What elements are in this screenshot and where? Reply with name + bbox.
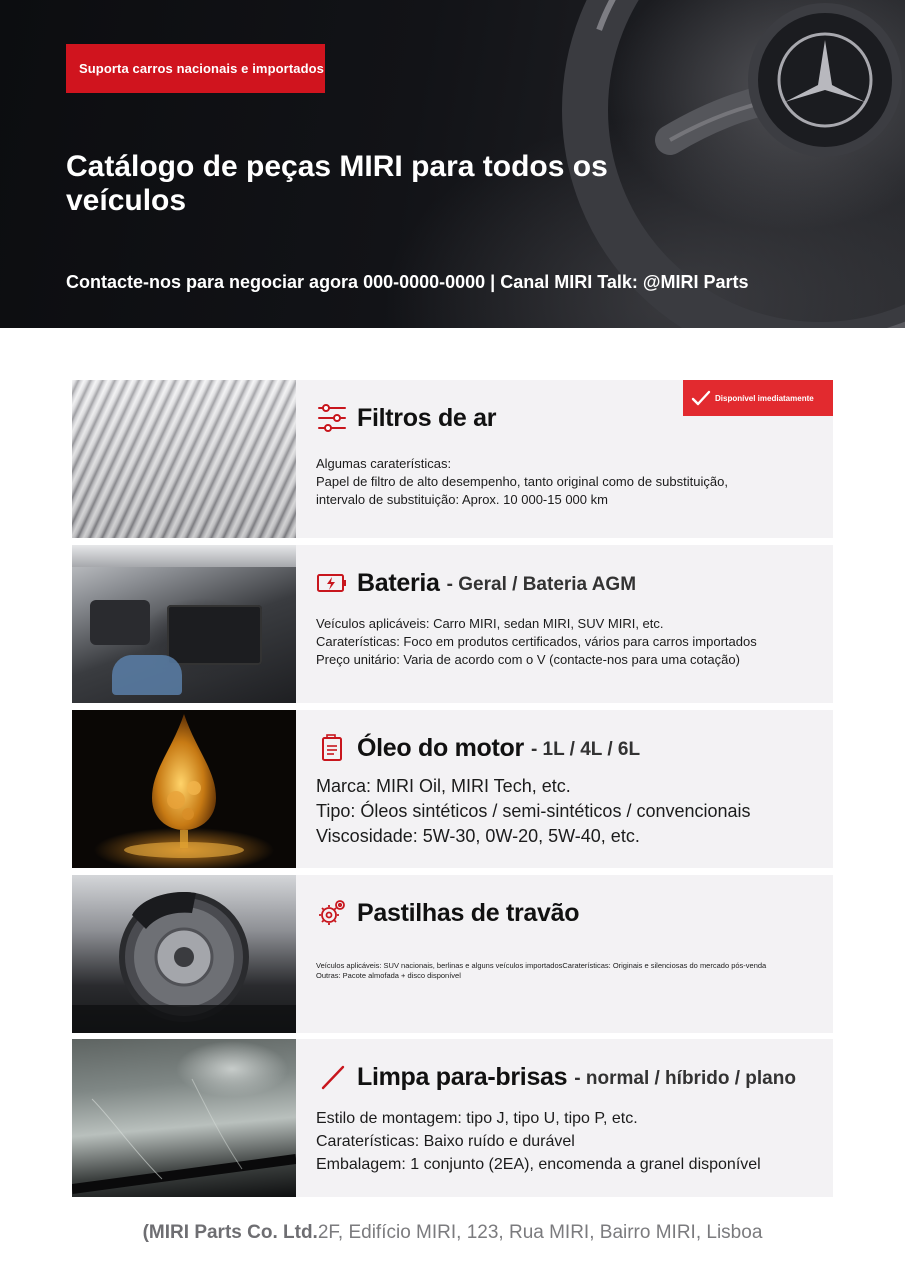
description-line: Marca: MIRI Oil, MIRI Tech, etc. bbox=[316, 776, 571, 796]
battery-body bbox=[296, 545, 833, 703]
air-filter-body bbox=[296, 380, 833, 538]
card-description bbox=[316, 455, 728, 509]
product-card-air-filter bbox=[72, 380, 833, 538]
oil-drop-image bbox=[72, 710, 296, 868]
availability-badge bbox=[683, 380, 833, 416]
product-card-wipers bbox=[72, 1039, 833, 1197]
description-line: Viscosidade: 5W-30, 0W-20, 5W-40, etc. bbox=[316, 826, 640, 846]
card-title: Óleo do motor bbox=[357, 733, 524, 762]
product-card-engine-oil bbox=[72, 710, 833, 868]
card-description bbox=[316, 774, 751, 849]
card-title: Limpa para-brisas bbox=[357, 1062, 568, 1091]
sliders-icon bbox=[316, 402, 348, 434]
company-name: (MIRI Parts Co. Ltd. bbox=[142, 1222, 318, 1243]
support-badge: Suporta carros nacionais e importados bbox=[66, 44, 325, 93]
product-card-battery bbox=[72, 545, 833, 703]
product-card-brake-pads bbox=[72, 875, 833, 1033]
wipers-body bbox=[296, 1039, 833, 1197]
card-description bbox=[316, 1107, 761, 1176]
contact-line: Contacte-nos para negociar agora 000-0000-0000 | Canal MIRI Talk: @MIRI Parts bbox=[66, 272, 749, 292]
brake-gear-icon bbox=[316, 897, 348, 929]
checkmark-icon bbox=[691, 390, 711, 406]
card-title: Pastilhas de travão bbox=[357, 898, 580, 927]
card-subtitle: - normal / híbrido / plano bbox=[574, 1068, 796, 1089]
engine-oil-heading bbox=[316, 732, 640, 764]
windshield-image bbox=[72, 1039, 296, 1197]
brake-disc-image bbox=[72, 875, 296, 1033]
card-title: Bateria bbox=[357, 568, 440, 597]
air-filter-heading bbox=[316, 402, 496, 434]
description-line: Estilo de montagem: tipo J, tipo U, tipo P, etc. bbox=[316, 1110, 638, 1127]
description-line: Caraterísticas: Baixo ruído e durável bbox=[316, 1133, 575, 1150]
battery-icon bbox=[316, 567, 348, 599]
battery-heading bbox=[316, 567, 636, 599]
company-footer bbox=[0, 1222, 905, 1244]
availability-text: Disponível imediatamente bbox=[715, 393, 814, 403]
description-line: Embalagem: 1 conjunto (2EA), encomenda a granel disponível bbox=[316, 1156, 761, 1173]
description-line: intervalo de substituição: Aprox. 10 000-15 000 km bbox=[316, 492, 608, 507]
description-line: Tipo: Óleos sintéticos / semi-sintéticos / convencionais bbox=[316, 801, 751, 821]
card-title: Filtros de ar bbox=[357, 403, 497, 432]
description-line: Preço unitário: Varia de acordo com o V (contacte-nos para uma cotação) bbox=[316, 652, 740, 667]
description-line: Veículos aplicáveis: SUV nacionais, berlinas e alguns veículos importadosCaraterísticas: Originais e silenciosas do mercado pós-venda bbox=[316, 961, 767, 970]
description-line: Outras: Pacote almofada + disco disponível bbox=[316, 971, 461, 980]
brake-pads-body bbox=[296, 875, 833, 1033]
brake-pads-heading bbox=[316, 897, 579, 929]
card-subtitle: - 1L / 4L / 6L bbox=[530, 739, 641, 760]
page-title: Catálogo de peças MIRI para todos os veículos bbox=[66, 150, 608, 217]
oil-can-icon bbox=[316, 732, 348, 764]
description-line: Papel de filtro de alto desempenho, tanto original como de substituição, bbox=[316, 474, 728, 489]
description-line: Caraterísticas: Foco em produtos certificados, vários para carros importados bbox=[316, 634, 757, 649]
card-description bbox=[316, 961, 766, 981]
engine-bay-image bbox=[72, 545, 296, 703]
card-description bbox=[316, 615, 757, 669]
company-address: 2F, Edifício MIRI, 123, Rua MIRI, Bairro MIRI, Lisboa bbox=[317, 1222, 763, 1243]
wiper-icon bbox=[316, 1061, 348, 1093]
hero-banner bbox=[0, 0, 905, 328]
card-subtitle: - Geral / Bateria AGM bbox=[446, 574, 637, 595]
air-filter-image bbox=[72, 380, 296, 538]
description-line: Veículos aplicáveis: Carro MIRI, sedan MIRI, SUV MIRI, etc. bbox=[316, 616, 664, 631]
description-line: Algumas caraterísticas: bbox=[316, 456, 452, 471]
engine-oil-body bbox=[296, 710, 833, 868]
wipers-heading bbox=[316, 1061, 796, 1093]
